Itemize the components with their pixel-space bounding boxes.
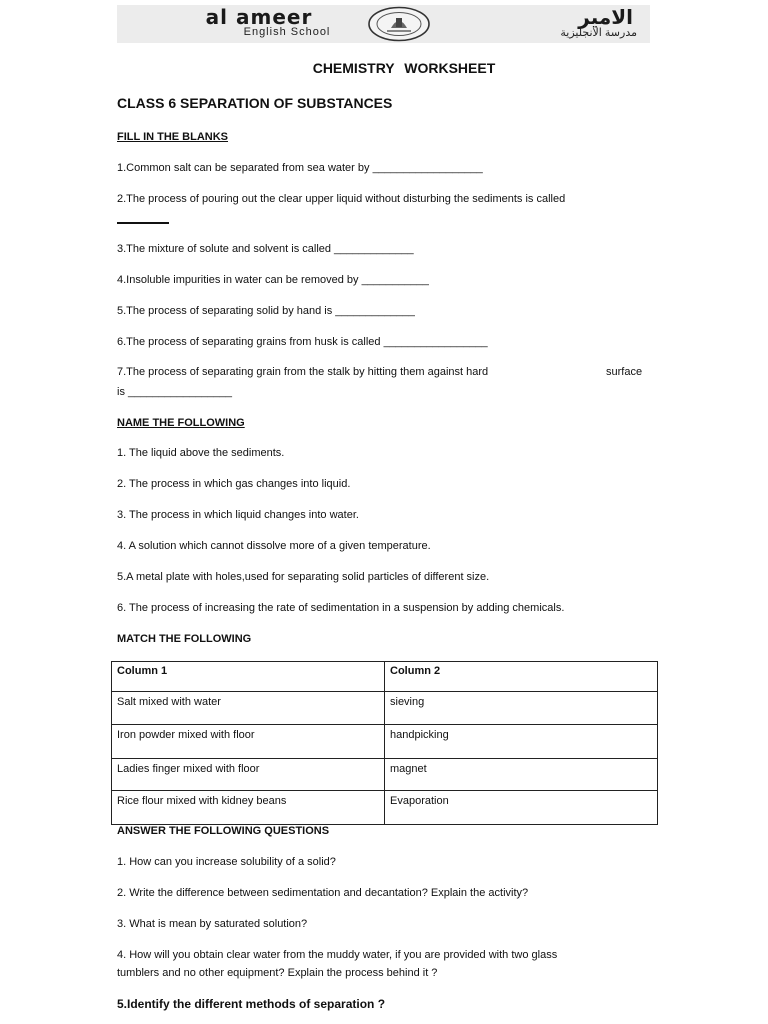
table-cell: handpicking: [385, 725, 658, 759]
fill-blank-q6: 6.The process of separating grains from husk is called _________________: [117, 336, 488, 348]
fill-blank-q2: 2.The process of pouring out the clear upper liquid without disturbing the sediments is called: [117, 193, 566, 205]
table-cell: Evaporation: [385, 791, 658, 825]
school-name-ar: الامير: [578, 5, 633, 29]
fill-blank-q5: 5.The process of separating solid by hand is _____________: [117, 305, 415, 317]
fill-blank-q3: 3.The mixture of solute and solvent is called _____________: [117, 243, 414, 255]
answer-q3: 3. What is mean by saturated solution?: [117, 918, 308, 930]
answer-q5: 5.Identify the different methods of separation ?: [117, 997, 386, 1011]
fill-blank-q7-end: is _________________: [117, 386, 233, 398]
name-q1: 1. The liquid above the sediments.: [117, 447, 285, 459]
answer-q1: 1. How can you increase solubility of a solid?: [117, 856, 336, 868]
answer-q2: 2. Write the difference between sedimentation and decantation? Explain the activity?: [117, 887, 529, 899]
name-q6: 6. The process of increasing the rate of sedimentation in a suspension by adding chemicals.: [117, 602, 565, 614]
table-row: [112, 692, 658, 725]
name-q5: 5.A metal plate with holes,used for separating solid particles of different size.: [117, 571, 490, 583]
worksheet-title: CHEMISTRY WORKSHEET: [312, 60, 496, 76]
fill-blank-q7: 7.The process of separating grain from the stalk by hitting them against hard: [117, 366, 489, 378]
fill-blank-q1: 1.Common salt can be separated from sea water by __________________: [117, 162, 483, 174]
table-cell: Iron powder mixed with floor: [112, 725, 385, 759]
table-cell: Ladies finger mixed with floor: [112, 759, 385, 791]
table-row: [112, 791, 658, 825]
answer-q4: 4. How will you obtain clear water from the muddy water, if you are provided with two glass: [117, 949, 558, 961]
match-table: [111, 661, 658, 825]
school-subtitle-ar: مدرسة الانجليزية: [560, 27, 637, 39]
school-crest-icon: [367, 6, 431, 42]
name-following-heading: NAME THE FOLLOWING: [117, 417, 245, 429]
match-column-2-header: Column 2: [385, 662, 658, 692]
match-following-heading: MATCH THE FOLLOWING: [117, 633, 252, 645]
answer-q4-cont: tumblers and no other equipment? Explain the process behind it ?: [117, 967, 438, 979]
table-cell: sieving: [385, 692, 658, 725]
match-column-1-header: Column 1: [112, 662, 385, 692]
table-row: [112, 759, 658, 791]
fill-blank-q4: 4.Insoluble impurities in water can be removed by ___________: [117, 274, 429, 286]
name-q3: 3. The process in which liquid changes into water.: [117, 509, 359, 521]
name-q2: 2. The process in which gas changes into liquid.: [117, 478, 351, 490]
table-row: [112, 725, 658, 759]
school-subtitle-en: English School: [243, 26, 331, 38]
match-table-header-row: [112, 662, 658, 692]
table-cell: magnet: [385, 759, 658, 791]
fill-blanks-heading: FILL IN THE BLANKS: [117, 131, 229, 143]
table-cell: Rice flour mixed with kidney beans: [112, 791, 385, 825]
table-cell: Salt mixed with water: [112, 692, 385, 725]
school-header-banner: [117, 5, 650, 43]
answer-blank-line: [117, 222, 169, 224]
fill-blank-q7-cont: surface: [606, 366, 643, 378]
answer-following-heading: ANSWER THE FOLLOWING QUESTIONS: [117, 825, 330, 837]
name-q4: 4. A solution which cannot dissolve more of a given temperature.: [117, 540, 431, 552]
school-name-en: al ameer: [205, 5, 313, 29]
class-title: CLASS 6 SEPARATION OF SUBSTANCES: [117, 95, 393, 111]
